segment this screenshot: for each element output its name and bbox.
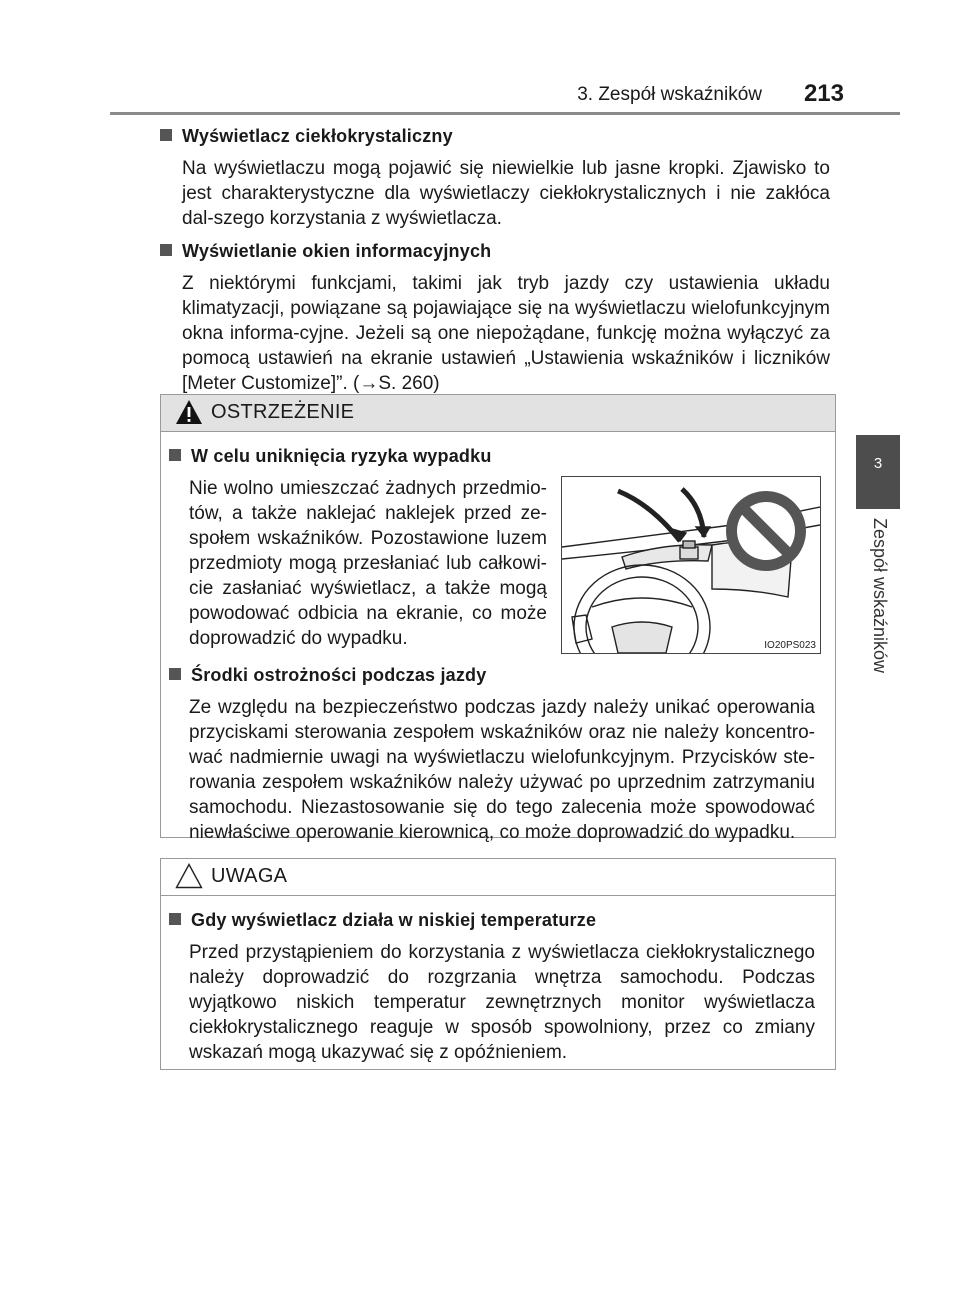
- warning-item-body: Nie wolno umieszczać żadnych przedmio-tów, a także naklejać naklejek przed ze-społem wskaźników. Pozostawione luzem przedmioty mogą przesłaniać lub całkowi-cie zasłaniać wyświetlacz, a także mogą powodować odbicia na ekranie, co może doprowadzić do wypadku.: [189, 478, 547, 649]
- chapter-tab-title: Zespół wskaźników: [870, 518, 890, 674]
- warning-item-heading: Środki ostrożności podczas jazdy: [169, 665, 817, 687]
- warning-item-body: Ze względu na bezpieczeństwo podczas jazdy należy unikać operowania przyciskami sterowania zespołem wskaźników oraz nie należy koncentro-wać nadmiernie uwagi na wyświetlaczu wielofunkcyjnym. Przycisków ste-rowania zespołem wskaźników należy używać po uprzednim zatrzymaniu samochodu. Niezastosowanie się do tego zalecenia może spowodować niewłaściwe operowanie kierownicą, co może doprowadzić do wypadku.: [189, 697, 815, 843]
- header-section-title: 3. Zespół wskaźników: [577, 84, 762, 105]
- warning-title: OSTRZEŻENIE: [211, 401, 355, 423]
- square-bullet-icon: [160, 244, 172, 256]
- section-heading: Wyświetlanie okien informacyjnych: [160, 241, 830, 263]
- page-number: 213: [803, 80, 844, 107]
- square-bullet-icon: [160, 129, 172, 141]
- chapter-tab[interactable]: [856, 435, 900, 509]
- dashboard-drawing: [562, 477, 820, 653]
- section-body: Na wyświetlaczu mogą pojawić się niewielkie lub jasne kropki. Zjawisko to jest charakterystyczne dla wyświetlaczy ciekłokrystalicznych i nie zakłóca dal-szego korzystania z wyświetlacza.: [182, 158, 830, 229]
- section-body: Z niektórymi funkcjami, takimi jak tryb jazdy czy ustawienia układu klimatyzacji, powiązane są pojawiające się na wyświetlaczu wielofunkcyjnym okna informa-cyjne. Jeżeli są one niepożądane, funkcję można wyłączyć za pomocą ustawień na ekranie ustawień „Ustawienia wskaźników i liczników [Meter Customize]”. (→S. 260): [182, 273, 830, 394]
- page-header: [0, 0, 960, 120]
- square-bullet-icon: [169, 668, 181, 680]
- notice-box: [160, 858, 836, 1070]
- warning-box-header: [161, 395, 835, 432]
- section-heading: Wyświetlacz ciekłokrystaliczny: [160, 126, 830, 148]
- square-bullet-icon: [169, 913, 181, 925]
- warning-triangle-outline-icon: [175, 863, 203, 889]
- notice-item-heading: Gdy wyświetlacz działa w niskiej temperaturze: [169, 910, 817, 932]
- notice-title: UWAGA: [211, 865, 288, 887]
- dashboard-illustration: [561, 476, 821, 654]
- notice-body: [161, 896, 835, 1065]
- warning-item-heading: W celu uniknięcia ryzyka wypadku: [169, 446, 817, 468]
- warning-triangle-filled-icon: [175, 399, 203, 425]
- notice-item-body: Przed przystąpieniem do korzystania z wyświetlacza ciekłokrystalicznego należy doprowadzić do rozgrzania wnętrza samochodu. Podczas wyjątkowo niskich temperatur zewnętrznych monitor wyświetlacza ciekłokrystalicznego reaguje w sposób spowolniony, przez co zmiany wskazań mogą ukazywać się z opóźnieniem.: [189, 942, 815, 1063]
- chapter-tab-number: 3: [873, 455, 883, 472]
- main-content: [160, 126, 830, 402]
- notice-box-header: [161, 859, 835, 896]
- square-bullet-icon: [169, 449, 181, 461]
- prohibition-icon: [726, 491, 806, 571]
- figure-code: IO20PS023: [764, 640, 816, 651]
- header-rule: [110, 112, 900, 115]
